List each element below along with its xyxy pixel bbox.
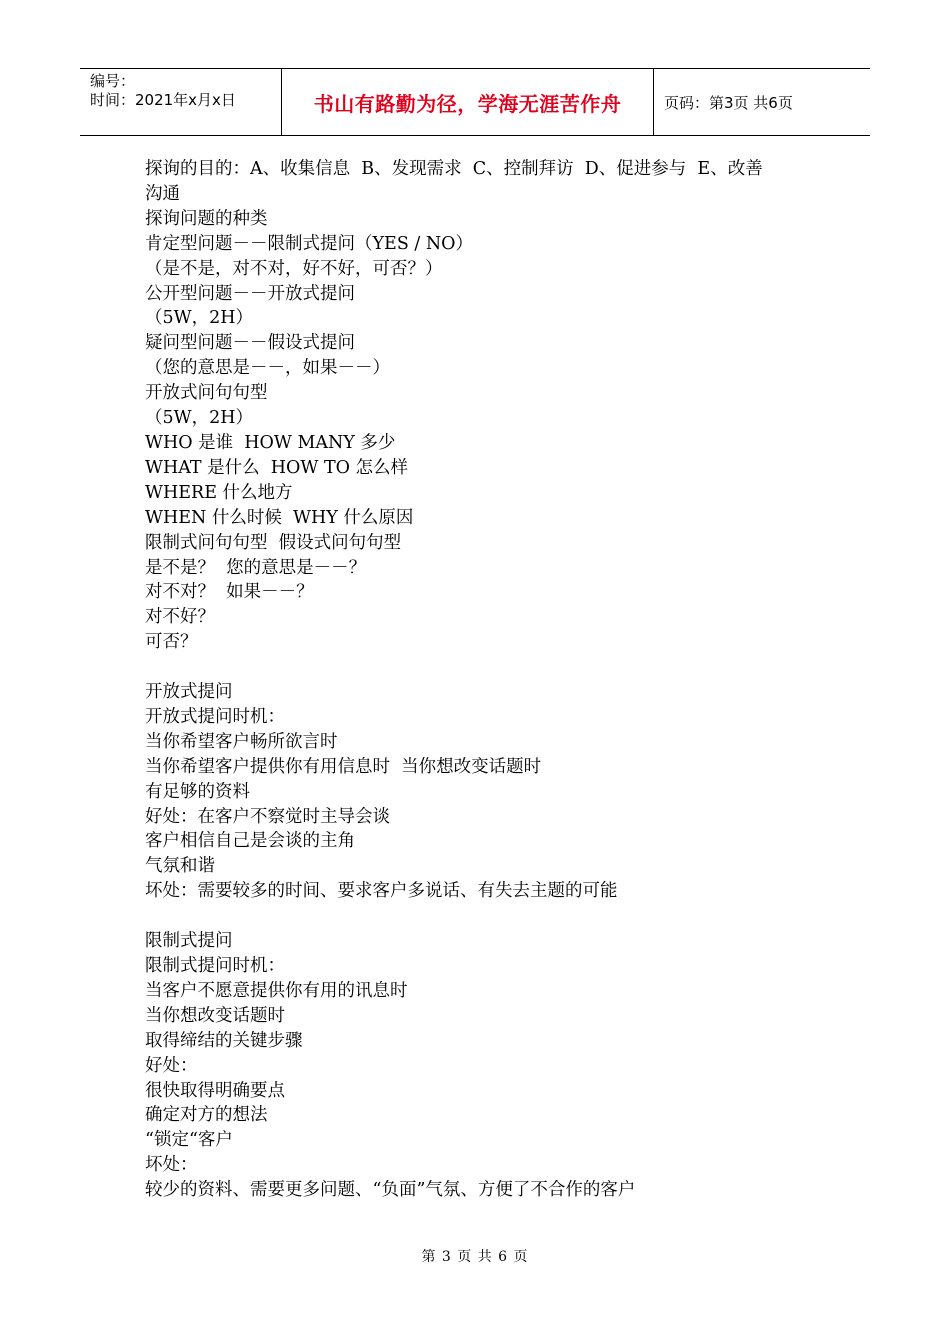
text-line: 取得缔结的关键步骤: [145, 1030, 303, 1051]
text-line: 当你想改变话题时: [145, 1005, 285, 1026]
text-line: 可否？: [145, 632, 198, 653]
text-line: 沟通: [145, 183, 180, 204]
header-motto: 书山有路勤为径，学海无涯苦作舟: [282, 69, 654, 135]
text-line: 探询的目的：A、收集信息 B、发现需求 C、控制拜访 D、促进参与 E、改善: [145, 159, 763, 179]
text-line: 限制式问句句型 假设式问句句型: [145, 532, 402, 553]
text-line: 公开型问题－－开放式提问: [145, 283, 355, 304]
text-line: 开放式提问时机：: [145, 706, 285, 727]
text-line: （是不是，对不对，好不好，可否？）: [145, 258, 443, 279]
text-line: 气氛和谐: [145, 856, 215, 877]
text-line: WHAT 是什么 HOW TO 怎么样: [145, 457, 409, 478]
text-line: 当客户不愿意提供你有用的讯息时: [145, 980, 408, 1001]
header-meta: [80, 69, 282, 135]
text-line: “锁定“客户: [145, 1130, 233, 1151]
text-line: 开放式提问: [145, 682, 233, 703]
text-line: 限制式提问时机：: [145, 955, 285, 976]
header-time-label: 时间：2021年x月x日: [90, 91, 236, 109]
text-line: （您的意思是－－，如果－－）: [145, 358, 390, 379]
text-line: 当你希望客户提供你有用信息时 当你想改变话题时: [145, 756, 542, 777]
text-line: 对不对？ 如果－－？: [145, 582, 314, 603]
text-line: 很快取得明确要点: [145, 1080, 285, 1101]
header-number-label: 编号：: [90, 72, 136, 90]
text-line: WHO 是谁 HOW MANY 多少: [145, 432, 396, 453]
text-line: WHEN 什么时候 WHY 什么原因: [145, 507, 414, 528]
text-line: 确定对方的想法: [145, 1105, 268, 1126]
text-line: 探询问题的种类: [145, 208, 268, 229]
text-line: [145, 655, 825, 680]
text-line: 坏处：: [145, 1155, 198, 1176]
text-line: （5W，2H）: [145, 408, 254, 429]
text-line: 好处：: [145, 1055, 198, 1076]
text-line: 客户相信自己是会谈的主角: [145, 831, 355, 852]
text-line: 疑问型问题－－假设式提问: [145, 333, 355, 354]
text-line: 有足够的资料: [145, 781, 250, 802]
text-line: 限制式提问: [145, 931, 233, 952]
text-line: 较少的资料、需要更多问题、“负面”气氛、方便了不合作的客户: [145, 1180, 636, 1201]
text-line: 开放式问句句型: [145, 383, 268, 404]
page-header: [80, 68, 870, 136]
text-line: 坏处：需要较多的时间、要求客户多说话、有失去主题的可能: [145, 881, 618, 902]
text-line: 肯定型问题－－限制式提问（YES / NO）: [145, 233, 473, 254]
text-line: 对不好？: [145, 607, 215, 628]
header-page-info: 页码：第3页 共6页: [664, 93, 793, 112]
text-line: WHERE 什么地方: [145, 482, 293, 503]
page-footer: 第 3 页 共 6 页: [421, 1249, 529, 1265]
text-line: 好处：在客户不察觉时主导会谈: [145, 806, 390, 827]
text-line: [145, 904, 825, 929]
document-body: [145, 157, 825, 1203]
text-line: 当你希望客户畅所欲言时: [145, 731, 338, 752]
text-line: （5W，2H）: [145, 308, 254, 329]
text-line: 是不是？ 您的意思是－－？: [145, 557, 367, 578]
